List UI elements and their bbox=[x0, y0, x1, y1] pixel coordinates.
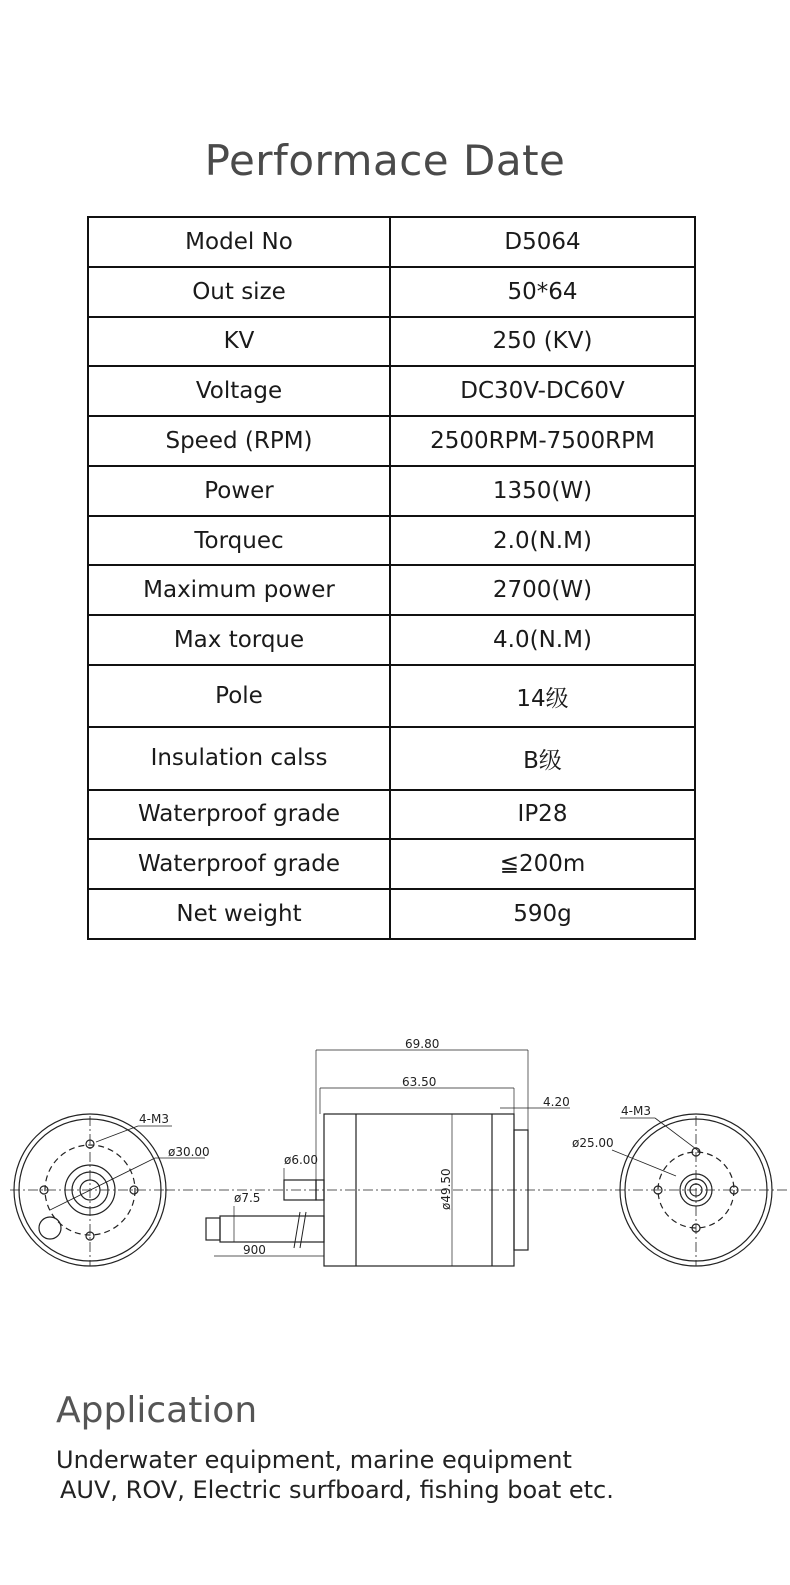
spec-value: 2500RPM-7500RPM bbox=[390, 416, 695, 466]
table-row bbox=[88, 565, 695, 615]
application-line: Underwater equipment, marine equipment bbox=[56, 1446, 572, 1474]
spec-key: Torquec bbox=[88, 516, 390, 566]
dim-body-length: 63.50 bbox=[402, 1075, 437, 1089]
left-holes-label: 4-M3 bbox=[139, 1112, 169, 1126]
spec-key: Insulation calss bbox=[88, 727, 390, 789]
left-end-view bbox=[10, 1114, 205, 1266]
table-row bbox=[88, 727, 695, 789]
dim-cap-length: 4.20 bbox=[543, 1095, 570, 1109]
table-row bbox=[88, 416, 695, 466]
dim-shaft-diameter: ø6.00 bbox=[284, 1153, 319, 1167]
table-row bbox=[88, 889, 695, 939]
dim-cable-length: 900 bbox=[243, 1243, 266, 1257]
application-title: Application bbox=[56, 1390, 258, 1431]
table-row bbox=[88, 790, 695, 840]
spec-key: KV bbox=[88, 317, 390, 367]
spec-key: Maximum power bbox=[88, 565, 390, 615]
spec-value: 1350(W) bbox=[390, 466, 695, 516]
spec-key: Speed (RPM) bbox=[88, 416, 390, 466]
dim-cable-diameter: ø7.5 bbox=[234, 1191, 261, 1205]
table-row bbox=[88, 267, 695, 317]
motor-drawing bbox=[0, 1030, 790, 1290]
spec-value: 250 (KV) bbox=[390, 317, 695, 367]
spec-key: Model No bbox=[88, 217, 390, 267]
spec-value: B级 bbox=[390, 727, 695, 789]
right-pcd-label: ø25.00 bbox=[572, 1136, 614, 1150]
spec-key: Net weight bbox=[88, 889, 390, 939]
table-row bbox=[88, 516, 695, 566]
table-row bbox=[88, 839, 695, 889]
spec-key: Waterproof grade bbox=[88, 839, 390, 889]
dim-body-diameter: ø49.50 bbox=[439, 1168, 453, 1210]
left-pcd-label: ø30.00 bbox=[168, 1145, 210, 1159]
application-line: AUV, ROV, Electric surfboard, fishing boat etc. bbox=[60, 1476, 614, 1504]
spec-value: 2.0(N.M) bbox=[390, 516, 695, 566]
spec-key: Power bbox=[88, 466, 390, 516]
table-row bbox=[88, 615, 695, 665]
spec-key: Pole bbox=[88, 665, 390, 727]
right-holes-label: 4-M3 bbox=[621, 1104, 651, 1118]
table-row bbox=[88, 665, 695, 727]
spec-value: 4.0(N.M) bbox=[390, 615, 695, 665]
spec-value: IP28 bbox=[390, 790, 695, 840]
table-row bbox=[88, 317, 695, 367]
table-row bbox=[88, 466, 695, 516]
spec-value: D5064 bbox=[390, 217, 695, 267]
spec-value: 590g bbox=[390, 889, 695, 939]
spec-value: ≦200m bbox=[390, 839, 695, 889]
spec-key: Voltage bbox=[88, 366, 390, 416]
page-title: Performace Date bbox=[204, 136, 566, 185]
spec-value: 2700(W) bbox=[390, 565, 695, 615]
table-row bbox=[88, 366, 695, 416]
spec-key: Waterproof grade bbox=[88, 790, 390, 840]
spec-value: 50*64 bbox=[390, 267, 695, 317]
dim-overall-length: 69.80 bbox=[405, 1037, 440, 1051]
table-row bbox=[88, 217, 695, 267]
spec-value: 14级 bbox=[390, 665, 695, 727]
spec-key: Out size bbox=[88, 267, 390, 317]
spec-key: Max torque bbox=[88, 615, 390, 665]
spec-table bbox=[87, 216, 696, 940]
spec-value: DC30V-DC60V bbox=[390, 366, 695, 416]
